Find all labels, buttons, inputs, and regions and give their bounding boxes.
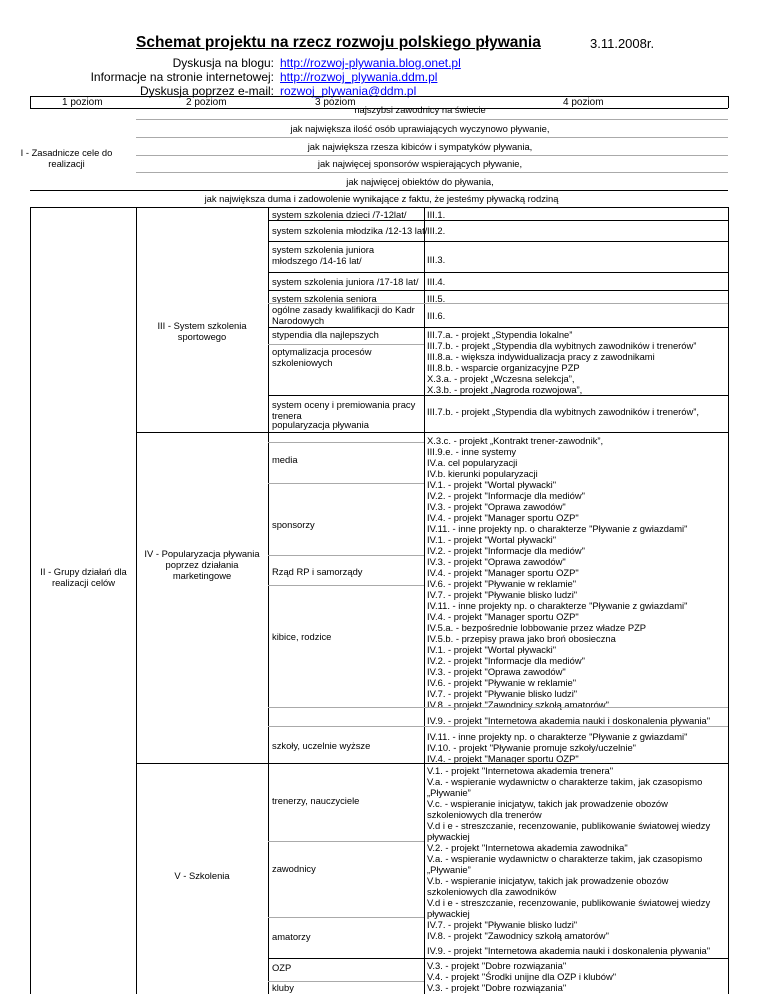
v-item-ozp: OZP xyxy=(272,962,292,973)
iii-code-3: III.3. xyxy=(427,254,446,265)
section-4-label: IV - Popularyzacja pływania poprzez działania marketingowe xyxy=(144,548,260,581)
goal-5: jak najwięcej obiektów do pływania, xyxy=(346,176,494,187)
iv-l4-20: IV.1. - projekt "Wortal pływacki" xyxy=(427,644,557,655)
iv-l4-9: IV.11. - inne projekty np. o charakterze "Pływanie z gwiazdami" xyxy=(427,523,688,534)
iv-l4-7: IV.3. - projekt "Oprawa zawodów" xyxy=(427,501,566,512)
iv-item-fans-parents: kibice, rodzice xyxy=(272,631,332,642)
document-date: 3.11.2008r. xyxy=(590,36,655,51)
v-l4-t2: V.4. - projekt "Środki unijne dla OZP i klubów" xyxy=(427,971,617,982)
v-l4-6: V.a. - wspieranie wydawnictw o charakterze takim, jak czasopismo „Pływanie” xyxy=(427,853,703,875)
level-1-header: 1 poziom xyxy=(62,97,103,108)
iv-l4-17: IV.4. - projekt "Manager sportu OZP" xyxy=(427,611,579,622)
iv-l4-b3: IV.4. - projekt "Manager sportu OZP" xyxy=(427,753,579,764)
iii-item-2: system szkolenia młodzika /12-13 lat/ xyxy=(272,225,428,236)
iii-l4-5: X.3.a. - projekt „Wczesna selekcja”, xyxy=(427,373,575,384)
blog-link[interactable]: http://rozwoj-plywania.blog.onet.pl xyxy=(280,56,461,70)
iv-item-popularization: popularyzacja pływania xyxy=(272,419,369,430)
iii-item-4: system szkolenia juniora /17-18 lat/ xyxy=(272,276,419,287)
web-label: Informacje na stronie internetowej: xyxy=(90,70,274,84)
iv-l4-b1: IV.11. - inne projekty np. o charakterze "Pływanie z gwiazdami" xyxy=(427,731,688,742)
email-label: Dyskusja poprzez e-mail: xyxy=(139,84,274,98)
v-l4-2: V.a. - wspieranie wydawnictw o charakterze takim, jak czasopismo „Pływanie” xyxy=(427,776,703,798)
iii-code-9: III.7.b. - projekt „Stypendia dla wybitnych zawodników i trenerów”, xyxy=(427,406,699,417)
iv-l4-19: IV.5.b. - przepisy prawa jako broń obosieczna xyxy=(427,633,616,644)
section-5-label: V - Szkolenia xyxy=(174,870,230,881)
goal-1: najszybsi zawodnicy na świecie xyxy=(354,104,486,115)
iv-l4-iv9: IV.9. - projekt "Internetowa akademia nauki i doskonalenia pływania" xyxy=(427,715,711,726)
iv-l4-14: IV.6. - projekt "Pływanie w reklamie" xyxy=(427,578,577,589)
iv-l4-25: IV.8. - projekt "Zawodnicy szkołą amatorów" xyxy=(427,699,609,710)
v-l4-t3: V.3. - projekt "Dobre rozwiązania" xyxy=(427,982,567,993)
v-l4-4: V.d i e - streszczanie, recenzowanie, publikowanie światowej wiedzy pływackiej xyxy=(427,820,711,842)
iv-l4-10: IV.1. - projekt "Wortal pływacki" xyxy=(427,534,557,545)
iv-l4-12: IV.3. - projekt "Oprawa zawodów" xyxy=(427,556,566,567)
v-l4-10: IV.8. - projekt "Zawodnicy szkołą amatorów" xyxy=(427,930,609,941)
iv-l4-6: IV.2. - projekt "Informacje dla mediów" xyxy=(427,490,585,501)
iv-l4-4: IV.b. kierunki popularyzacji xyxy=(427,468,538,479)
section-2-label: II - Grupy działań dla realizacji celów xyxy=(40,566,127,588)
iv-l4-16: IV.11. - inne projekty np. o charakterze "Pływanie z gwiazdami" xyxy=(427,600,688,611)
iii-item-1: system szkolenia dzieci /7-12lat/ xyxy=(272,209,407,220)
goal-4: jak najwięcej sponsorów wspierających pływanie, xyxy=(317,158,523,169)
page-title: Schemat projektu na rzecz rozwoju polskiego pływania xyxy=(136,34,541,51)
iii-item-7: stypendia dla najlepszych xyxy=(272,329,379,340)
v-l4-9: IV.7. - projekt "Pływanie blisko ludzi" xyxy=(427,919,578,930)
iv-l4-24: IV.7. - projekt "Pływanie blisko ludzi" xyxy=(427,688,578,699)
level-4-header: 4 poziom xyxy=(563,97,604,108)
iii-item-8: optymalizacja procesów szkoleniowych xyxy=(272,346,372,368)
iv-l4-13: IV.4. - projekt "Manager sportu OZP" xyxy=(427,567,579,578)
iv-l4-5: IV.1. - projekt "Wortal pływacki" xyxy=(427,479,557,490)
iii-l4-1: III.7.a. - projekt „Stypendia lokalne” xyxy=(427,329,573,340)
iii-l4-2: III.7.b. - projekt „Stypendia dla wybitnych zawodników i trenerów” xyxy=(427,340,697,351)
v-l4-iv9: IV.9. - projekt "Internetowa akademia nauki i doskonalenia pływania" xyxy=(427,945,711,956)
iii-code-1: III.1. xyxy=(427,209,446,220)
v-l4-7: V.b. - wspieranie inicjatyw, takich jak prowadzenie obozów szkoleniowych dla zawodników xyxy=(427,875,669,897)
v-l4-1: V.1. - projekt "Internetowa akademia trenera" xyxy=(427,765,614,776)
iii-item-5: system szkolenia seniora xyxy=(272,293,377,304)
blog-label: Dyskusja na blogu: xyxy=(172,56,274,70)
iv-item-schools: szkoły, uczelnie wyższe xyxy=(272,740,371,751)
iv-l4-18: IV.5.a. - bezpośrednie lobbowanie przez władze PZP xyxy=(427,622,647,633)
email-link[interactable]: rozwoj_plywania@ddm.pl xyxy=(280,84,417,98)
v-l4-8: V.d i e - streszczanie, recenzowanie, publikowanie światowej wiedzy pływackiej xyxy=(427,897,711,919)
iii-code-2: III.2. xyxy=(427,225,446,236)
level-2-header: 2 poziom xyxy=(186,97,227,108)
section-1-label: I - Zasadnicze cele do realizacji xyxy=(20,147,113,169)
iii-item-3: system szkolenia juniora młodszego /14-16 lat/ xyxy=(272,244,375,266)
iv-l4-22: IV.3. - projekt "Oprawa zawodów" xyxy=(427,666,566,677)
iii-code-4: III.4. xyxy=(427,276,446,287)
v-l4-5: V.2. - projekt "Internetowa akademia zawodnika" xyxy=(427,842,628,853)
iv-item-media: media xyxy=(272,454,298,465)
section-3-label: III - System szkolenia sportowego xyxy=(157,320,247,342)
iv-item-government: Rząd RP i samorządy xyxy=(272,566,363,577)
iv-l4-21: IV.2. - projekt "Informacje dla mediów" xyxy=(427,655,585,666)
iv-l4-3: IV.a. cel popularyzacji xyxy=(427,457,518,468)
iii-l4-3: III.8.a. - większa indywidualizacja pracy z zawodnikami xyxy=(427,351,655,362)
v-l4-t1: V.3. - projekt "Dobre rozwiązania" xyxy=(427,960,567,971)
goal-2: jak największa ilość osób uprawiających wyczynowo pływanie, xyxy=(290,123,550,134)
goal-6: jak największa duma i zadowolenie wynikające z faktu, że jesteśmy pływacką rodziną xyxy=(204,193,559,204)
iv-l4-8: IV.4. - projekt "Manager sportu OZP" xyxy=(427,512,579,523)
level-3-header: 3 poziom xyxy=(315,97,356,108)
iii-code-6: III.6. xyxy=(427,310,446,321)
iv-l4-23: IV.6. - projekt "Pływanie w reklamie" xyxy=(427,677,577,688)
v-l4-3: V.c. - wspieranie inicjatyw, takich jak prowadzenie obozów szkoleniowych dla trenerów xyxy=(427,798,668,820)
iii-code-5: III.5. xyxy=(427,293,446,304)
iii-item-9: system oceny i premiowania pracy trenera xyxy=(272,399,416,421)
iii-item-6: ogólne zasady kwalifikacji do Kadr Narodowych xyxy=(272,304,415,326)
iii-l4-6: X.3.b. - projekt „Nagroda rozwojowa”, xyxy=(427,384,583,395)
iv-l4-b2: IV.10. - projekt "Pływanie promuje szkoły/uczelnie" xyxy=(427,742,637,753)
web-link[interactable]: http://rozwoj_plywania.ddm.pl xyxy=(280,70,438,84)
iv-item-sponsors: sponsorzy xyxy=(272,519,315,530)
goal-3: jak największa rzesza kibiców i sympatyków pływania, xyxy=(307,141,533,152)
iii-l4-4: III.8.b. - wsparcie organizacyjne PZP xyxy=(427,362,580,373)
v-item-trainers: trenerzy, nauczyciele xyxy=(272,795,360,806)
iv-l4-15: IV.7. - projekt "Pływanie blisko ludzi" xyxy=(427,589,578,600)
iv-l4-2: III.9.e. - inne systemy xyxy=(427,446,517,457)
v-item-clubs: kluby xyxy=(272,982,294,993)
v-item-athletes: zawodnicy xyxy=(272,863,316,874)
iv-l4-11: IV.2. - projekt "Informacje dla mediów" xyxy=(427,545,585,556)
v-item-amateurs: amatorzy xyxy=(272,931,311,942)
iv-l4-1: X.3.c. - projekt „Kontrakt trener-zawodnik”, xyxy=(427,435,604,446)
